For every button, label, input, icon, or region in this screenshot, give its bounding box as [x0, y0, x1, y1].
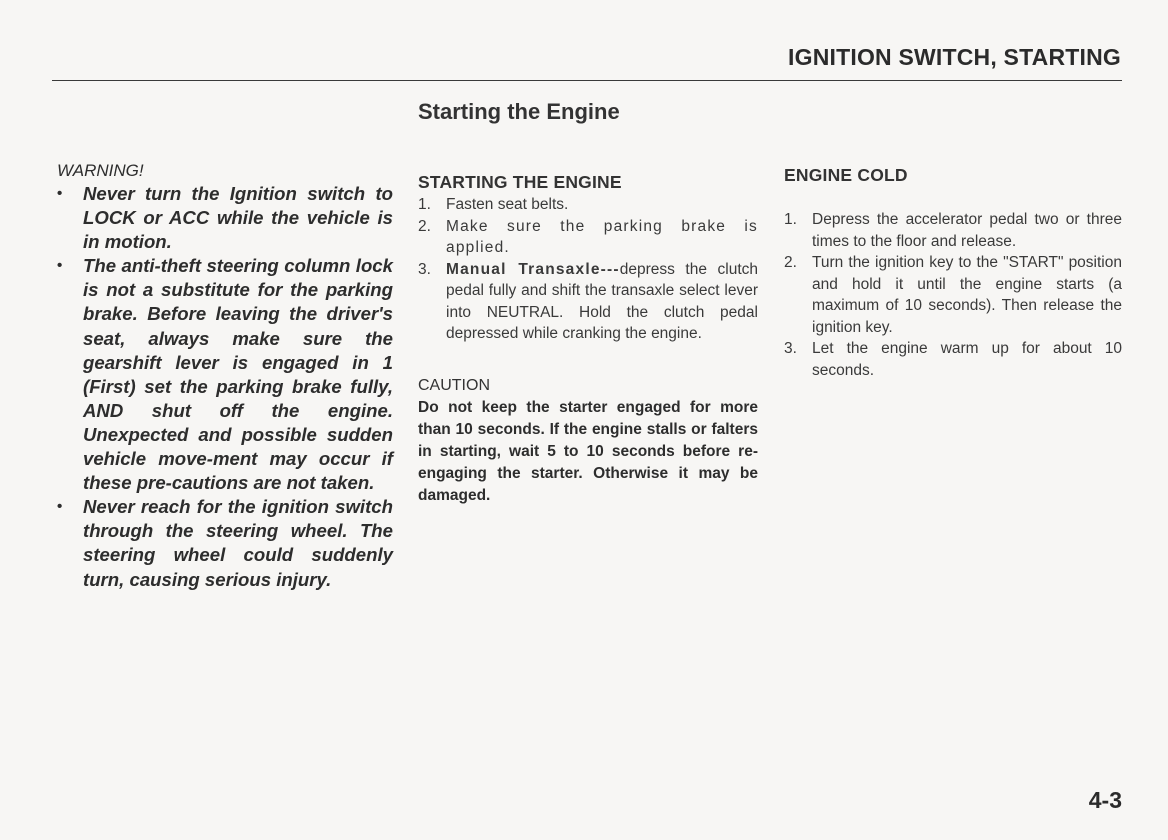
- step-lead: Manual Transaxle---: [446, 260, 620, 278]
- caution-text: Do not keep the starter engaged for more than 10 seconds. If the engine stalls or falters in starting, wait 5 to 10 seconds before re-engaging the starter. Otherwise it may be damaged.: [418, 398, 758, 504]
- warning-item: [57, 182, 393, 254]
- warning-heading: WARNING!: [57, 161, 144, 180]
- warning-item-text: The anti-theft steering column lock is not a substitute for the parking brake. Before leaving the driver's seat, always make sure the gearshift lever is engaged in 1 (First) set the parking brake fully, AND shut off the engine. Unexpected and possible sudden vehicle move-ment may occur if these pre-cautions are not taken.: [83, 255, 393, 494]
- step-text: Turn the ignition key to the "START" position and hold it until the engine starts (a maximum of 10 seconds). Then release the ignition key.: [812, 254, 1122, 336]
- step-item: [784, 209, 1122, 252]
- warning-box: [57, 160, 393, 592]
- step-item: [418, 216, 758, 259]
- warning-item-text: Never turn the Ignition switch to LOCK or ACC while the vehicle is in motion.: [83, 183, 393, 253]
- step-text: depress the clutch pedal fully and shift the transaxle select lever into NEUTRAL. Hold the clutch pedal depressed while cranking the engine.: [446, 260, 759, 342]
- header-divider: [52, 80, 1122, 81]
- caution-heading: CAUTION: [418, 376, 490, 394]
- starting-heading: STARTING THE ENGINE: [418, 172, 622, 192]
- bullet-icon: •: [57, 257, 63, 275]
- step-item: [784, 338, 1122, 381]
- step-item: [784, 252, 1122, 338]
- bullet-icon: •: [57, 498, 63, 516]
- caution-box: [418, 375, 758, 507]
- step-item: [418, 259, 758, 345]
- step-number: 1.: [784, 211, 797, 228]
- warning-item-text: Never reach for the ignition switch through the steering wheel. The steering wheel could suddenly turn, causing serious injury.: [83, 496, 393, 590]
- warning-item: [57, 254, 393, 495]
- engine-cold-heading: ENGINE COLD: [784, 165, 908, 185]
- step-number: 1.: [418, 196, 431, 213]
- warning-list: [57, 182, 393, 592]
- step-text: Fasten seat belts.: [446, 196, 569, 213]
- starting-steps: [418, 194, 758, 345]
- chapter-title: IGNITION SWITCH, STARTING: [788, 44, 1121, 70]
- starting-section: [418, 170, 758, 507]
- section-title: Starting the Engine: [418, 99, 620, 124]
- engine-cold-section: [784, 163, 1122, 381]
- page-number: 4-3: [1088, 787, 1122, 813]
- step-number: 2.: [784, 254, 797, 271]
- step-number: 3.: [784, 340, 797, 357]
- step-number: 3.: [418, 260, 431, 278]
- step-item: [418, 194, 758, 216]
- warning-item: [57, 495, 393, 591]
- step-text: Make sure the parking brake is applied.: [446, 217, 758, 256]
- step-number: 2.: [418, 217, 431, 235]
- step-text: Let the engine warm up for about 10 seconds.: [812, 340, 1122, 379]
- engine-cold-steps: [784, 209, 1122, 381]
- bullet-icon: •: [57, 185, 63, 202]
- step-text: Depress the accelerator pedal two or three times to the floor and release.: [812, 211, 1122, 250]
